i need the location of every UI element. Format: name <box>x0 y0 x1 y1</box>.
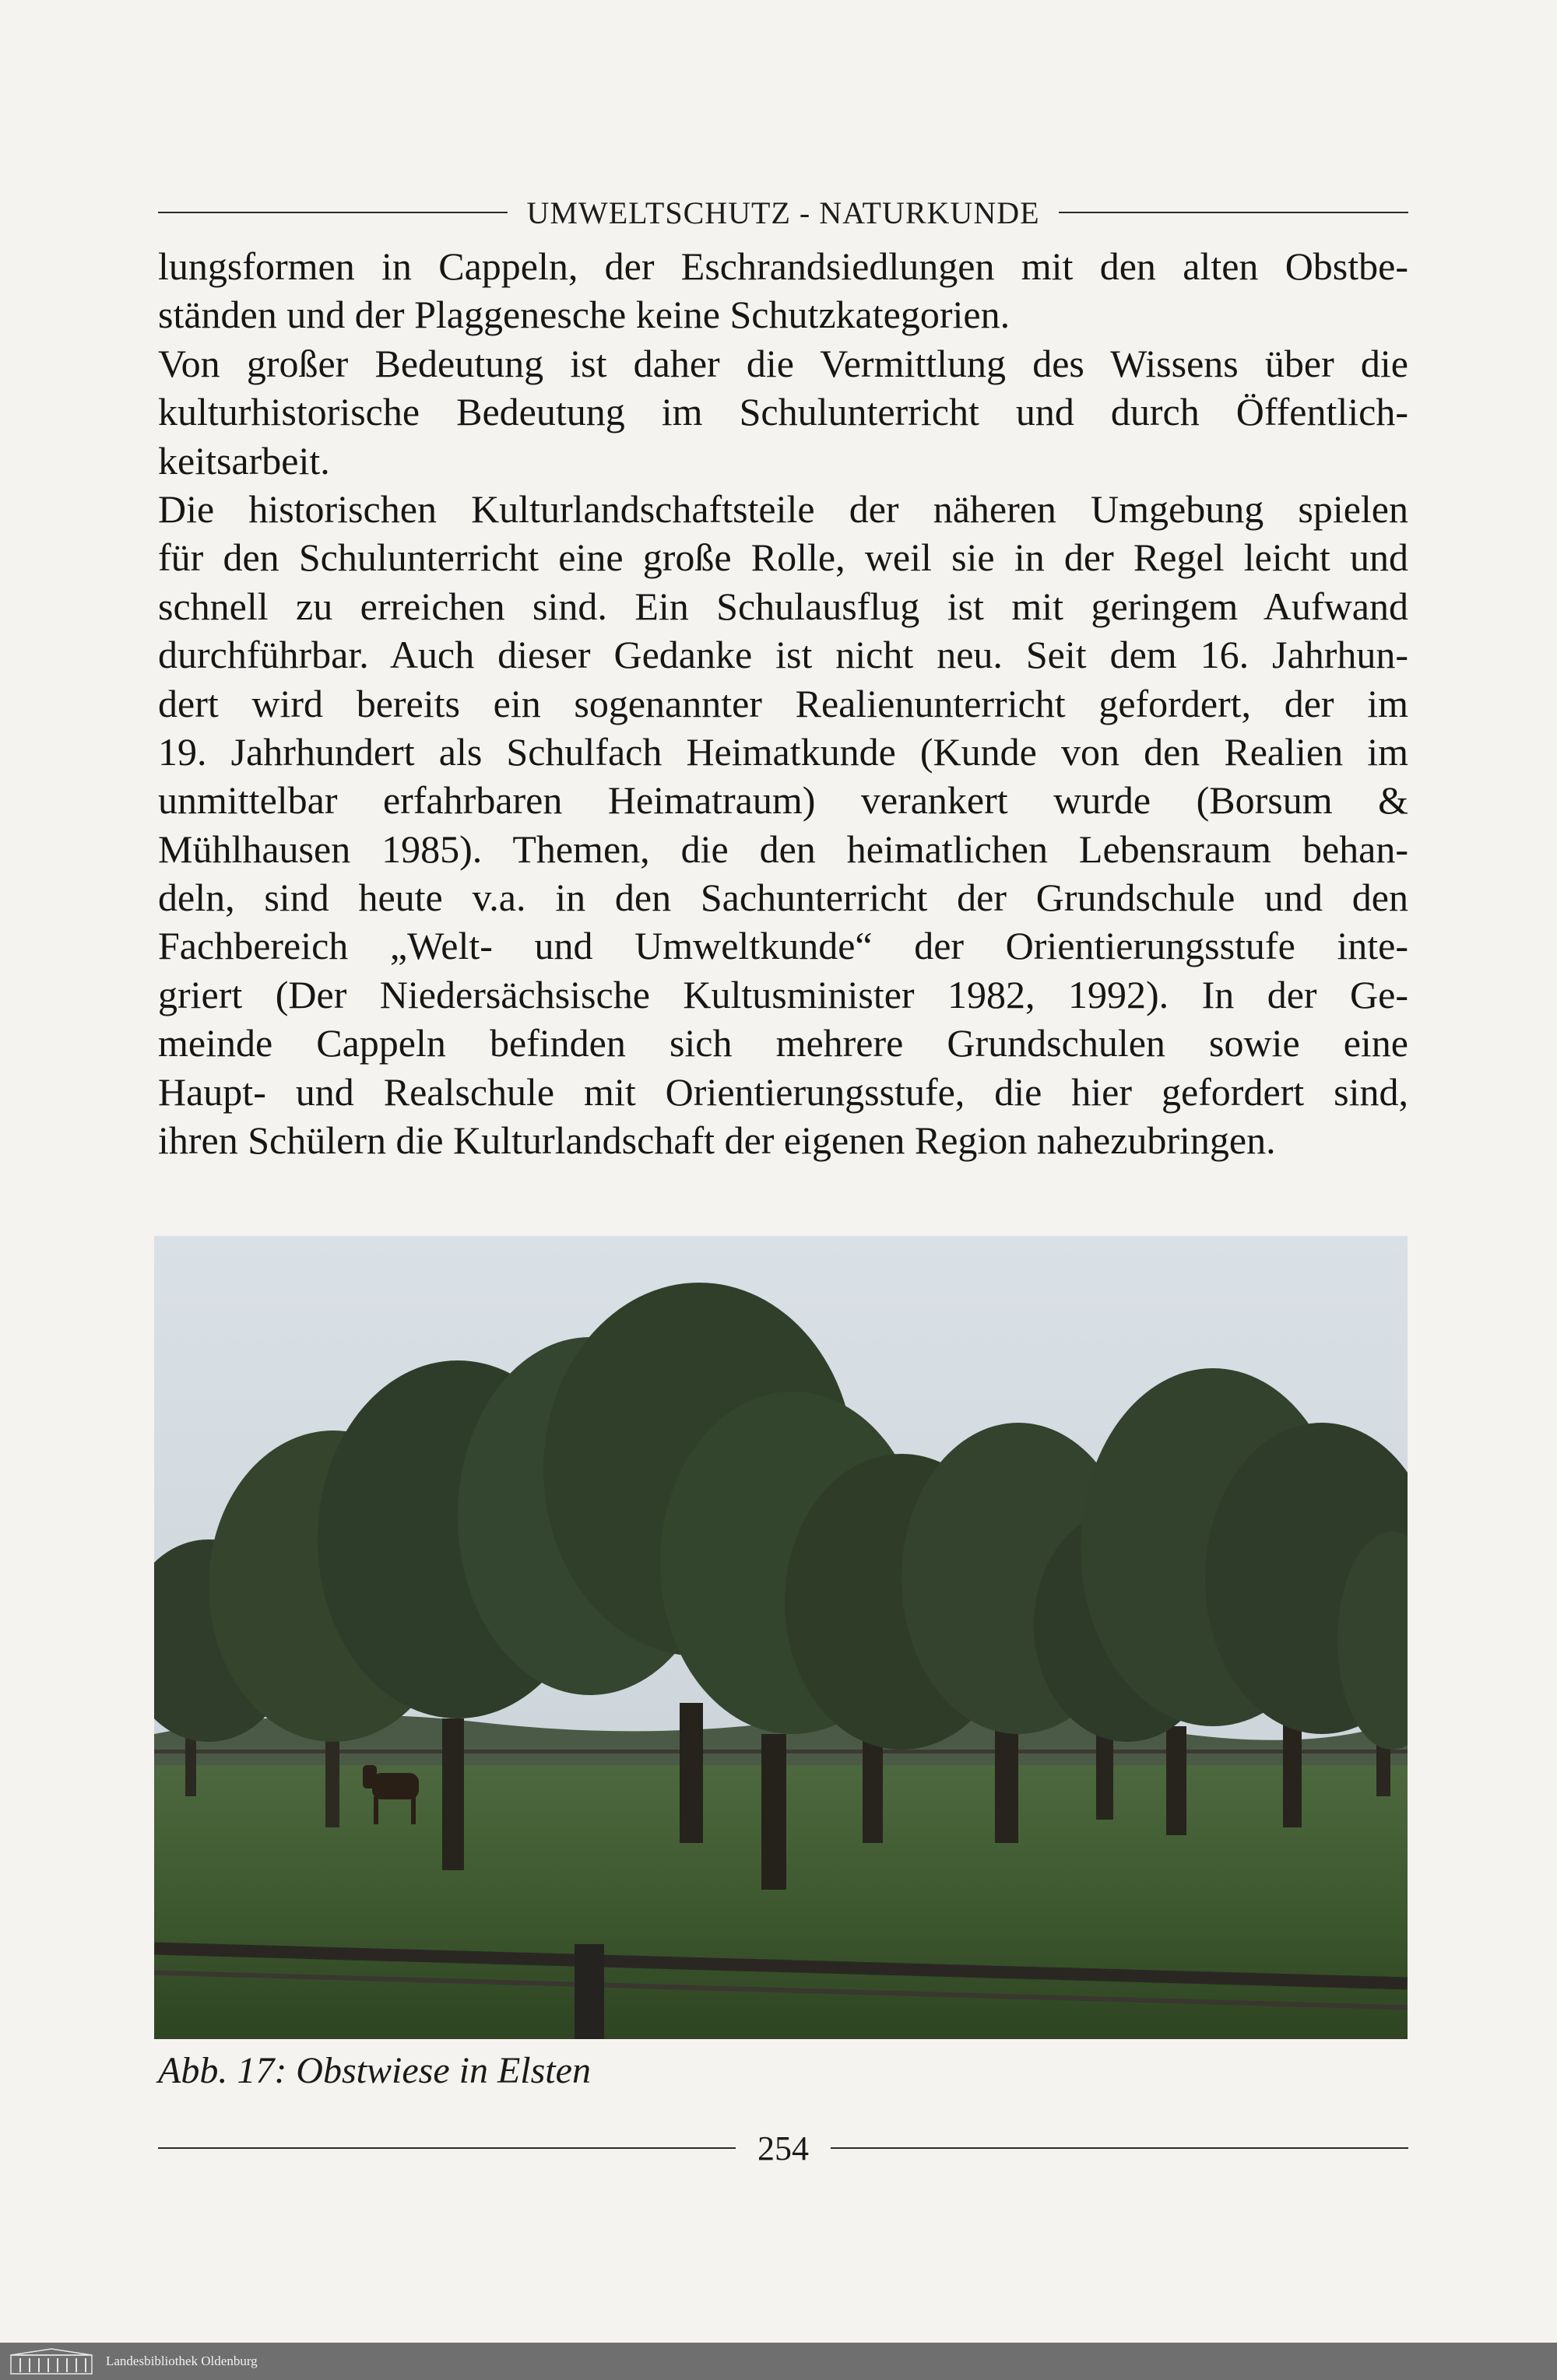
body-line: lungsformen in Cappeln, der Eschrandsiedlungen mit den alten Obstbe- <box>158 244 1408 288</box>
body-line: für den Schulunterricht eine große Rolle, weil sie in der Regel leicht und <box>158 535 1408 580</box>
body-line: unmittelbar erfahrbaren Heimatraum) verankert wurde (Borsum & <box>158 778 1408 823</box>
orchard-photo <box>154 1236 1408 2039</box>
body-line: Fachbereich „Welt- und Umweltkunde“ der Orientierungsstufe inte- <box>158 924 1408 968</box>
body-line: ihren Schülern die Kulturlandschaft der eigenen Region nahezubringen. <box>158 1118 1276 1163</box>
body-line: Von großer Bedeutung ist daher die Vermittlung des Wissens über die <box>158 341 1408 385</box>
body-line: meinde Cappeln befinden sich mehrere Grundschulen sowie eine <box>158 1021 1408 1065</box>
page-footer <box>158 2125 1408 2171</box>
orchard-illustration <box>154 1236 1408 2039</box>
page-number: 254 <box>757 2129 809 2168</box>
footer-rule-left <box>158 2147 736 2149</box>
body-line: deln, sind heute v.a. in den Sachunterricht der Grundschule und den <box>158 876 1408 920</box>
library-bar <box>0 2343 1557 2380</box>
body-text <box>158 242 1408 1164</box>
header-rule-right <box>1059 212 1408 213</box>
library-name: Landesbibliothek Oldenburg <box>106 2354 258 2368</box>
library-building-icon <box>8 2347 95 2375</box>
body-line: ständen und der Plaggenesche keine Schutzkategorien. <box>158 293 1010 337</box>
body-line: dert wird bereits ein sogenannter Realienunterricht gefordert, der im <box>158 681 1408 725</box>
body-line: schnell zu erreichen sind. Ein Schulausflug ist mit geringem Aufwand <box>158 584 1408 628</box>
running-header-title: UMWELTSCHUTZ - NATURKUNDE <box>526 195 1040 230</box>
body-line: keitsarbeit. <box>158 438 330 483</box>
body-line: 19. Jahrhundert als Schulfach Heimatkunde (Kunde von den Realien im <box>158 729 1408 774</box>
body-line: kulturhistorische Bedeutung im Schulunterricht und durch Öffentlich- <box>158 390 1408 434</box>
footer-rule-right <box>831 2147 1408 2149</box>
running-header <box>158 191 1408 233</box>
body-line: durchführbar. Auch dieser Gedanke ist nicht neu. Seit dem 16. Jahrhun- <box>158 633 1408 677</box>
body-line: Haupt- und Realschule mit Orientierungsstufe, die hier gefordert sind, <box>158 1069 1408 1114</box>
body-line: Mühlhausen 1985). Themen, die den heimatlichen Lebensraum behan- <box>158 827 1408 871</box>
body-line: Die historischen Kulturlandschaftsteile der näheren Umgebung spielen <box>158 486 1408 531</box>
header-rule-left <box>158 212 508 213</box>
figure-caption: Abb. 17: Obstwiese in Elsten <box>158 2050 591 2091</box>
body-line: griert (Der Niedersächsische Kultusminister 1982, 1992). In der Ge- <box>158 972 1408 1016</box>
